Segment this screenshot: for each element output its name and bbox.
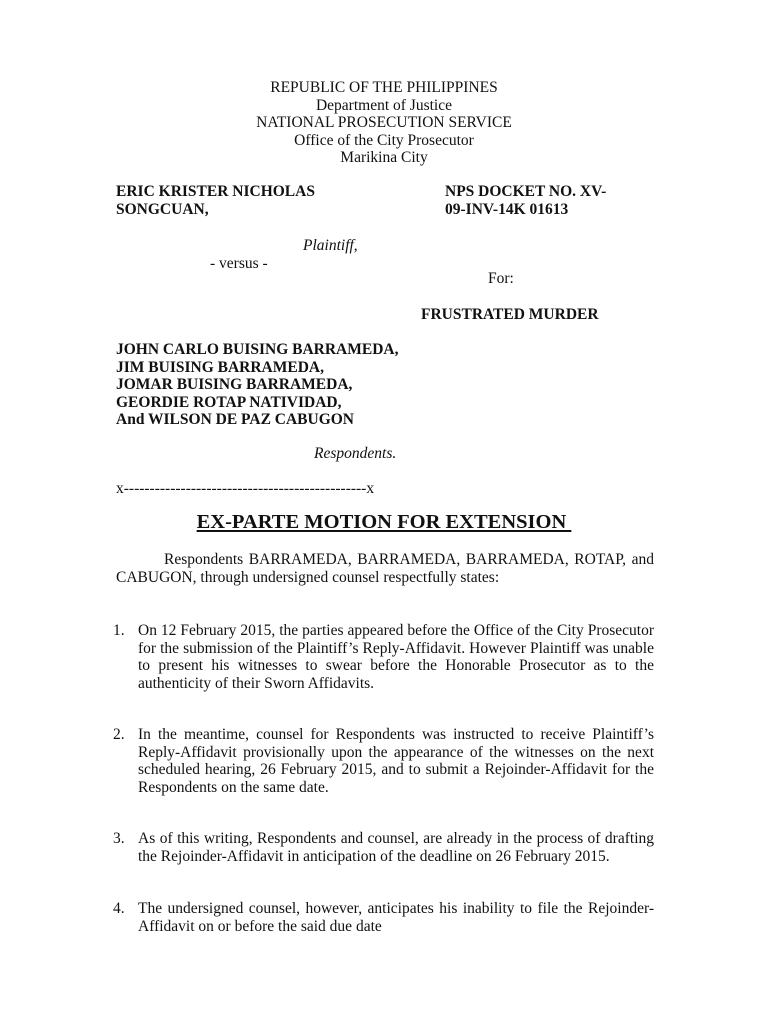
header-city: Marikina City [340, 149, 428, 166]
paragraph-number: 3. [113, 830, 125, 847]
respondents-list [116, 341, 398, 429]
paragraph-number: 1. [113, 622, 125, 639]
numbered-paragraph [113, 830, 654, 865]
document-title: EX-PARTE MOTION FOR EXTENSION [196, 511, 572, 533]
docket-line2: 09-INV-14K 01613 [445, 201, 569, 218]
paragraph-text: As of this writing, Respondents and counsel, are already in the process of drafting the Rejoinder-Affidavit in anticipation of the deadline on 26 February 2015. [138, 830, 654, 865]
paragraph-number: 2. [113, 726, 125, 743]
header-republic: REPUBLIC OF THE PHILIPPINES [270, 79, 498, 96]
versus-label: - versus - [210, 255, 268, 272]
intro-paragraph: Respondents BARRAMEDA, BARRAMEDA, BARRAMEDA, ROTAP, and CABUGON, through undersigned counsel respectfully states: [116, 551, 654, 586]
numbered-paragraph [113, 726, 654, 796]
respondent-name: JOHN CARLO BUISING BARRAMEDA, [116, 341, 399, 358]
caption-separator: x-----------------------------------------------x [116, 480, 375, 497]
plaintiff-name-line1: ERIC KRISTER NICHOLAS [116, 183, 315, 200]
respondent-name: JOMAR BUISING BARRAMEDA, [116, 376, 353, 393]
charge-label: FRUSTRATED MURDER [421, 306, 599, 323]
respondent-name: JIM BUISING BARRAMEDA, [116, 358, 324, 376]
document-header [0, 79, 768, 167]
header-office: Office of the City Prosecutor [294, 131, 474, 149]
numbered-paragraph [113, 900, 654, 935]
plaintiff-name-line2: SONGCUAN, [116, 201, 209, 218]
respondent-name: And WILSON DE PAZ CABUGON [116, 411, 355, 428]
docket-number [445, 183, 606, 219]
plaintiff-name [116, 183, 315, 219]
header-service: NATIONAL PROSECUTION SERVICE [256, 114, 512, 131]
respondents-role: Respondents. [314, 445, 397, 462]
numbered-paragraph [113, 622, 654, 692]
paragraph-text: The undersigned counsel, however, anticipates his inability to file the Rejoinder-Affidavit on or before the said due date [138, 900, 654, 935]
paragraph-number: 4. [113, 900, 125, 917]
paragraph-text: In the meantime, counsel for Respondents was instructed to receive Plaintiff’s Reply-Affidavit provisionally upon the appearance of the witnesses on the next scheduled hearing, 26 February 2015, and to submit a Rejoinder-Affidavit for the Respondents on the same date. [138, 726, 654, 796]
paragraph-text: On 12 February 2015, the parties appeared before the Office of the City Prosecutor for the submission of the Plaintiff’s Reply-Affidavit. However Plaintiff was unable to present his witnesses to swear before the Honorable Prosecutor as to the authenticity of their Sworn Affidavits. [138, 622, 654, 692]
plaintiff-role: Plaintiff, [303, 237, 358, 254]
respondent-name: GEORDIE ROTAP NATIVIDAD, [116, 393, 342, 411]
docket-line1: NPS DOCKET NO. XV- [445, 183, 607, 200]
header-department: Department of Justice [315, 96, 452, 114]
for-label: For: [488, 270, 514, 287]
